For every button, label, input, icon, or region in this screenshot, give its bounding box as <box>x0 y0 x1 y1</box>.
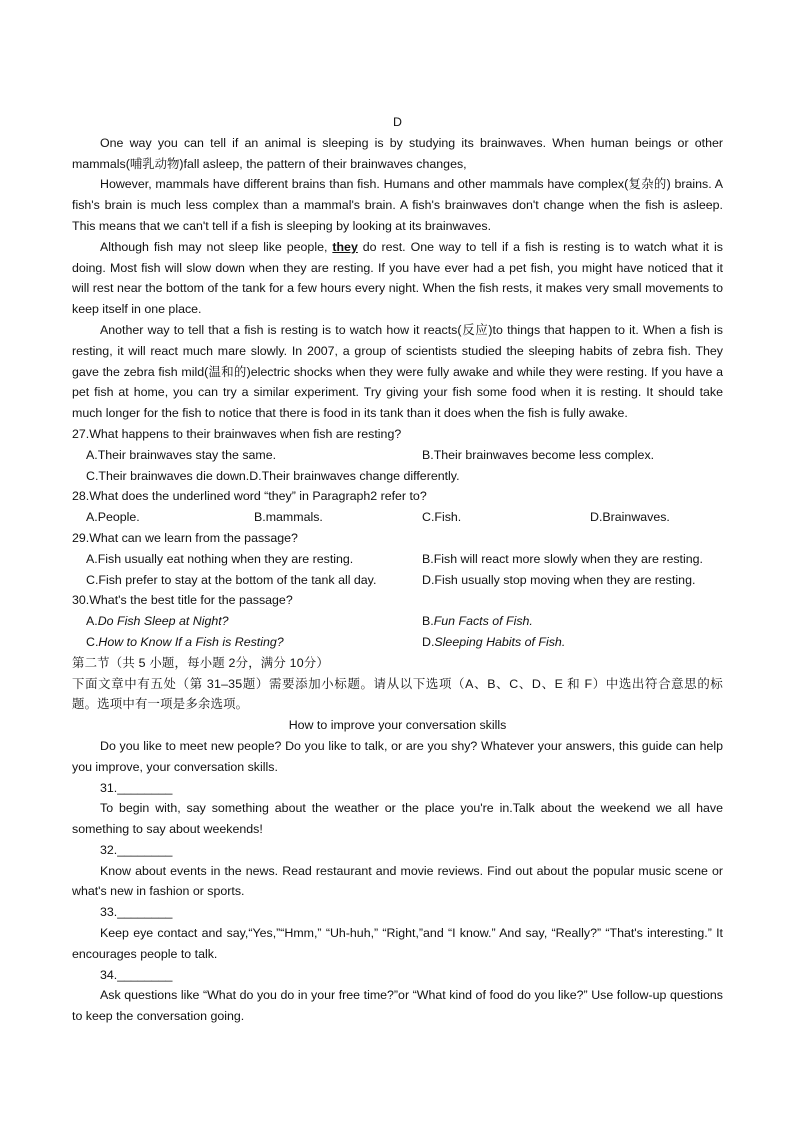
section-2-instruction: 下面文章中有五处（第 31–35题）需要添加小标题。请从以下选项（A、B、C、D、E 和 F）中选出符合意思的标题。选项中有一项是多余选项。 <box>72 676 723 712</box>
question-27-options-row-1 <box>72 445 723 466</box>
question-30-options-row-2 <box>72 632 723 653</box>
q28-option-a[interactable]: A.People. <box>86 510 140 525</box>
blank-32[interactable]: 32.________ <box>100 842 173 857</box>
article-intro: Do you like to meet new people? Do you like to talk, or are you shy? Whatever your answers, this guide can help you improve, your conversation skills. <box>72 738 723 774</box>
q27-option-c-d[interactable]: C.Their brainwaves die down.D.Their brainwaves change differently. <box>86 468 460 483</box>
q29-option-c[interactable]: C.Fish prefer to stay at the bottom of the tank all day. <box>86 572 377 587</box>
q29-option-b[interactable]: B.Fish will react more slowly when they are resting. <box>422 551 703 566</box>
q28-option-b[interactable]: B.mammals. <box>254 510 323 525</box>
blank-31[interactable]: 31.________ <box>100 780 173 795</box>
passage-label: D <box>393 115 402 129</box>
question-30-options-row-1 <box>72 611 723 632</box>
q29-option-a[interactable]: A.Fish usually eat nothing when they are resting. <box>86 551 354 566</box>
paragraph-3-start: Although fish may not sleep like people, <box>100 239 333 254</box>
q28-option-d[interactable]: D.Brainwaves. <box>590 510 670 525</box>
q30-option-c-prefix: C. <box>86 634 99 649</box>
question-29-stem: 29.What can we learn from the passage? <box>72 530 298 545</box>
question-28-options <box>72 507 723 528</box>
passage-paragraph-3 <box>72 237 723 320</box>
q30-option-b-prefix: B. <box>422 614 434 629</box>
q30-option-c[interactable] <box>86 632 422 653</box>
underlined-word-they: they <box>332 239 358 254</box>
q30-option-d[interactable] <box>422 632 565 653</box>
article-title: How to improve your conversation skills <box>288 718 507 733</box>
article-paragraph-34: Ask questions like “What do you do in your free time?”or “What kind of food do you like?” Use follow-up questions to keep the conversation going. <box>72 988 723 1024</box>
blank-34[interactable]: 34.________ <box>100 967 173 982</box>
article-paragraph-32: Know about events in the news. Read restaurant and movie reviews. Find out about the popular music scene or what's new in fashion or sports. <box>72 863 723 899</box>
q29-option-d[interactable]: D.Fish usually stop moving when they are resting. <box>422 572 696 587</box>
q30-option-d-text: Sleeping Habits of Fish. <box>434 634 566 649</box>
q30-option-b[interactable] <box>422 611 533 632</box>
q30-option-c-text: How to Know If a Fish is Resting? <box>98 634 284 649</box>
passage-paragraph-1: One way you can tell if an animal is sleeping is by studying its brainwaves. When human beings or other mammals(哺乳动物)fall asleep, the pattern of their brainwaves changes, <box>72 135 723 171</box>
q30-option-a-prefix: A. <box>86 614 98 629</box>
question-30-stem: 30.What's the best title for the passage? <box>72 593 293 608</box>
blank-33[interactable]: 33.________ <box>100 905 173 920</box>
q30-option-a[interactable] <box>86 611 422 632</box>
exam-page <box>72 112 723 1027</box>
paragraph-3-rest: do rest. One way to tell if a fish is resting is to watch what it is doing. Most fish will slow down when they are resting. If you have ever had a pet fish, you might have noticed that it will rest near the bottom of the tank for a few hours every night. When the fish rests, it makes very small movements to keep itself in one place. <box>72 239 723 317</box>
question-28-stem: 28.What does the underlined word “they” in Paragraph2 refer to? <box>72 489 427 504</box>
q27-option-a[interactable]: A.Their brainwaves stay the same. <box>86 447 277 462</box>
question-29-options-row-1 <box>72 549 723 570</box>
question-27-stem: 27.What happens to their brainwaves when fish are resting? <box>72 426 402 441</box>
section-2-heading: 第二节（共 5 小题，每小题 2分，满分 10分） <box>72 655 329 670</box>
q30-option-d-prefix: D. <box>422 634 435 649</box>
q30-option-b-text: Fun Facts of Fish. <box>433 614 533 629</box>
q28-option-c[interactable]: C.Fish. <box>422 510 462 525</box>
passage-paragraph-4: Another way to tell that a fish is resting is to watch how it reacts(反应)to things that happen to it. When a fish is resting, it will react much mare slowly. In 2007, a group of scientists studied the sleeping habits of zebra fish. They gave the zebra fish mild(温和的)electric shocks when they were fully awake and while they were resting. If you have a pet fish at home, you can try a similar experiment. Try giving your fish some food when it is resting. It should take much longer for the fish to notice that there is food in its tank than it does when the fish is fully awake. <box>72 322 723 421</box>
passage-paragraph-2: However, mammals have different brains than fish. Humans and other mammals have complex(复杂的) brains. A fish's brain is much less complex than a mammal's brain. A fish's brainwaves don't change when the fish is asleep. This means that we can't tell if a fish is sleeping by looking at its brainwaves. <box>72 177 723 233</box>
article-paragraph-31: To begin with, say something about the weather or the place you're in.Talk about the weekend we all have something to say about weekends! <box>72 801 723 837</box>
question-29-options-row-2 <box>72 570 723 591</box>
q27-option-b[interactable]: B.Their brainwaves become less complex. <box>422 447 655 462</box>
question-27-options-row-2 <box>72 466 723 487</box>
q30-option-a-text: Do Fish Sleep at Night? <box>97 614 229 629</box>
article-paragraph-33: Keep eye contact and say,“Yes,”“Hmm,” “Uh-huh,” “Right,”and “I know.” And say, “Really?” “That's interesting.” It encourages people to talk. <box>72 926 723 961</box>
